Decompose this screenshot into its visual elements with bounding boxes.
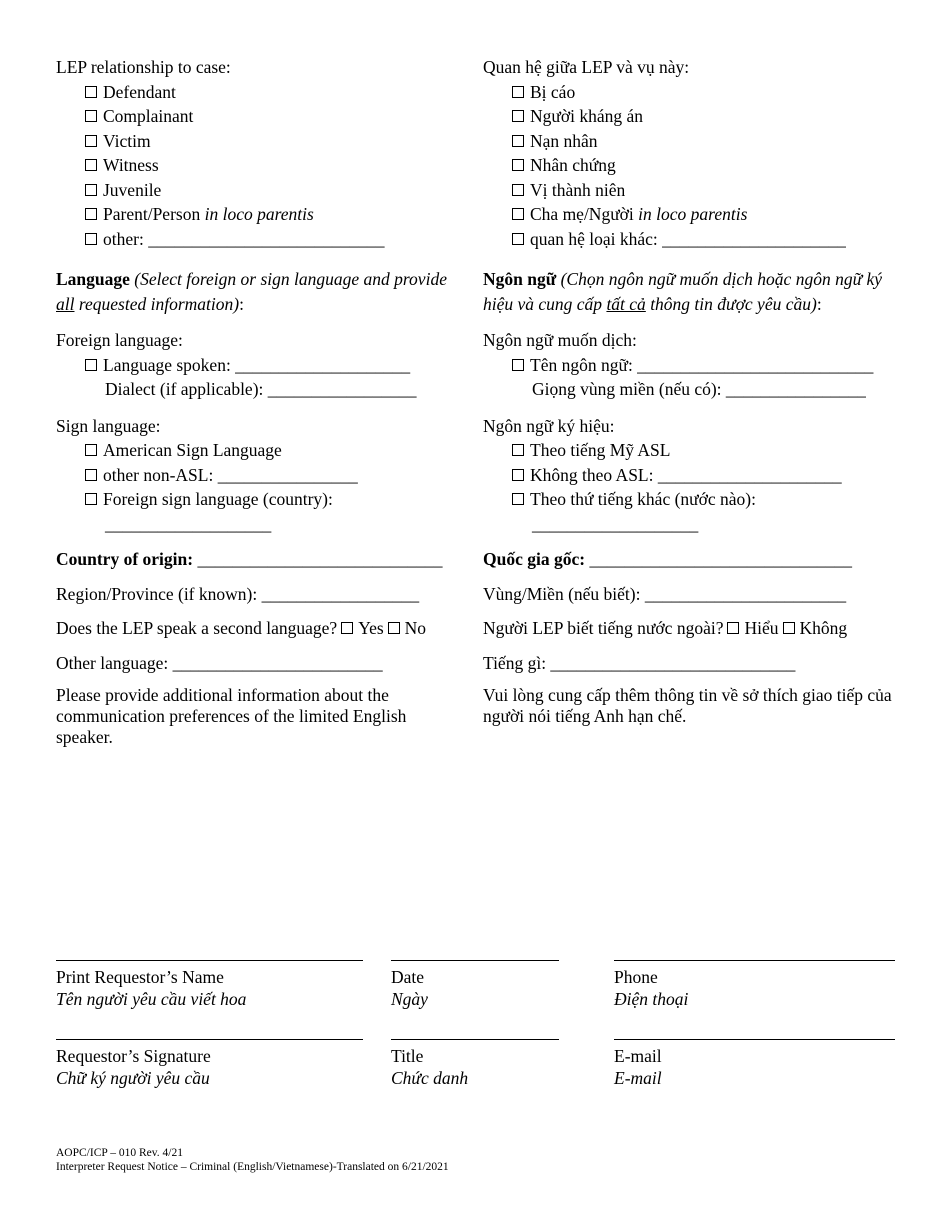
signature-line bbox=[391, 960, 559, 961]
checkbox[interactable] bbox=[85, 444, 97, 456]
date-label-vi: Ngày bbox=[391, 989, 428, 1009]
checkbox[interactable] bbox=[85, 208, 97, 220]
option-victim-vi[interactable]: Nạn nhân bbox=[483, 129, 903, 154]
language-heading: Language (Select foreign or sign language and provide all requested information): bbox=[56, 269, 447, 314]
other-language-field[interactable]: Other language: ________________________ bbox=[56, 652, 383, 673]
email-label-vi: E-mail bbox=[614, 1068, 662, 1088]
language-heading-vi: Ngôn ngữ (Chọn ngôn ngữ muốn dịch hoặc ngôn ngữ ký hiệu và cung cấp tất cả thông tin được yêu cầu): bbox=[483, 269, 883, 314]
signature-line bbox=[56, 1039, 363, 1040]
checkbox-yes[interactable] bbox=[341, 622, 353, 634]
checkbox[interactable] bbox=[85, 469, 97, 481]
option-complainant-vi[interactable]: Người kháng án bbox=[483, 104, 903, 129]
checkbox-no[interactable] bbox=[388, 622, 400, 634]
second-language-question-vi: Người LEP biết tiếng nước ngoài? Hiểu Không bbox=[483, 618, 848, 638]
option-juvenile[interactable]: Juvenile bbox=[56, 178, 461, 203]
checkbox[interactable] bbox=[512, 135, 524, 147]
title-label: Title bbox=[391, 1046, 424, 1066]
option-complainant[interactable]: Complainant bbox=[56, 104, 461, 129]
print-name-label: Print Requestor’s Name bbox=[56, 967, 224, 987]
additional-info-text: Please provide additional information about the communication preferences of the limited English speaker. bbox=[56, 685, 407, 747]
option-juvenile-vi[interactable]: Vị thành niên bbox=[483, 178, 903, 203]
option-non-asl-vi[interactable]: Không theo ASL: _____________________ bbox=[483, 463, 903, 488]
print-name-label-vi: Tên người yêu cầu viết hoa bbox=[56, 989, 247, 1009]
checkbox[interactable] bbox=[85, 110, 97, 122]
vietnamese-column bbox=[483, 55, 903, 727]
checkbox-yes-vi[interactable] bbox=[727, 622, 739, 634]
phone-label: Phone bbox=[614, 967, 658, 987]
additional-info-text-vi: Vui lòng cung cấp thêm thông tin về sở thích giao tiếp của người nói tiếng Anh hạn chế. bbox=[483, 685, 892, 726]
title-label-vi: Chức danh bbox=[391, 1068, 469, 1088]
option-asl-vi[interactable]: Theo tiếng Mỹ ASL bbox=[483, 438, 903, 463]
relationship-heading: LEP relationship to case: bbox=[56, 57, 231, 77]
signature-label-vi: Chữ ký người yêu cầu bbox=[56, 1068, 210, 1088]
date-block[interactable] bbox=[391, 960, 559, 1010]
form-id: AOPC/ICP – 010 Rev. 4/21 bbox=[56, 1147, 183, 1159]
title-block[interactable] bbox=[391, 1039, 559, 1089]
checkbox[interactable] bbox=[512, 184, 524, 196]
foreign-sign-country-field-vi[interactable]: ___________________ bbox=[532, 513, 699, 534]
option-non-asl[interactable]: other non-ASL: ________________ bbox=[56, 463, 461, 488]
option-defendant[interactable]: Defendant bbox=[56, 80, 461, 105]
dialect-field[interactable]: Dialect (if applicable): _________________ bbox=[105, 379, 417, 399]
checkbox[interactable] bbox=[512, 233, 524, 245]
option-defendant-vi[interactable]: Bị cáo bbox=[483, 80, 903, 105]
option-witness[interactable]: Witness bbox=[56, 153, 461, 178]
sign-language-heading: Sign language: bbox=[56, 415, 161, 436]
email-label: E-mail bbox=[614, 1046, 662, 1066]
form-title: Interpreter Request Notice – Criminal (English/Vietnamese)-Translated on 6/21/2021 bbox=[56, 1161, 449, 1173]
country-of-origin-field[interactable]: Country of origin: ____________________________ bbox=[56, 549, 443, 569]
dialect-field-vi[interactable]: Giọng vùng miền (nếu có): ________________ bbox=[532, 379, 866, 399]
region-field-vi[interactable]: Vùng/Miền (nếu biết): _______________________ bbox=[483, 583, 847, 604]
checkbox[interactable] bbox=[85, 86, 97, 98]
signature-line bbox=[391, 1039, 559, 1040]
option-other[interactable]: other: ___________________________ bbox=[56, 227, 461, 252]
checkbox[interactable] bbox=[85, 135, 97, 147]
signature-block[interactable] bbox=[56, 1039, 363, 1089]
signature-line bbox=[614, 1039, 895, 1040]
checkbox[interactable] bbox=[85, 493, 97, 505]
signature-line bbox=[614, 960, 895, 961]
sign-language-heading-vi: Ngôn ngữ ký hiệu: bbox=[483, 415, 615, 436]
language-spoken-field[interactable]: Language spoken: ____________________ bbox=[56, 353, 461, 378]
other-language-field-vi[interactable]: Tiếng gì: ____________________________ bbox=[483, 652, 796, 673]
signature-line bbox=[56, 960, 363, 961]
second-language-question: Does the LEP speak a second language? Yes No bbox=[56, 618, 427, 638]
checkbox[interactable] bbox=[512, 469, 524, 481]
checkbox[interactable] bbox=[85, 184, 97, 196]
signature-label: Requestor’s Signature bbox=[56, 1046, 211, 1066]
option-foreign-sign-vi[interactable]: Theo thứ tiếng khác (nước nào): bbox=[483, 487, 903, 512]
option-parent-vi[interactable]: Cha mẹ/Người in loco parentis bbox=[483, 202, 903, 227]
checkbox[interactable] bbox=[512, 444, 524, 456]
checkbox[interactable] bbox=[512, 159, 524, 171]
checkbox[interactable] bbox=[85, 359, 97, 371]
footer bbox=[56, 1146, 449, 1174]
checkbox[interactable] bbox=[512, 493, 524, 505]
checkbox[interactable] bbox=[85, 233, 97, 245]
checkbox[interactable] bbox=[512, 359, 524, 371]
foreign-sign-country-field[interactable]: ___________________ bbox=[105, 513, 272, 534]
language-spoken-field-vi[interactable]: Tên ngôn ngữ: ___________________________ bbox=[483, 353, 903, 378]
email-block[interactable] bbox=[614, 1039, 895, 1089]
phone-block[interactable] bbox=[614, 960, 895, 1010]
option-victim[interactable]: Victim bbox=[56, 129, 461, 154]
option-witness-vi[interactable]: Nhân chứng bbox=[483, 153, 903, 178]
option-foreign-sign[interactable]: Foreign sign language (country): bbox=[56, 487, 461, 512]
relationship-heading-vi: Quan hệ giữa LEP và vụ này: bbox=[483, 57, 690, 77]
english-column bbox=[56, 55, 461, 748]
foreign-language-heading: Foreign language: bbox=[56, 330, 183, 350]
option-asl[interactable]: American Sign Language bbox=[56, 438, 461, 463]
country-of-origin-field-vi[interactable]: Quốc gia gốc: ______________________________ bbox=[483, 549, 852, 569]
region-field[interactable]: Region/Province (if known): __________________ bbox=[56, 583, 420, 604]
checkbox[interactable] bbox=[85, 159, 97, 171]
checkbox-no-vi[interactable] bbox=[783, 622, 795, 634]
foreign-language-heading-vi: Ngôn ngữ muốn dịch: bbox=[483, 330, 637, 350]
checkbox[interactable] bbox=[512, 86, 524, 98]
print-name-block[interactable] bbox=[56, 960, 363, 1010]
phone-label-vi: Điện thoại bbox=[614, 989, 689, 1009]
checkbox[interactable] bbox=[512, 208, 524, 220]
date-label: Date bbox=[391, 967, 425, 987]
option-other-vi[interactable]: quan hệ loại khác: _____________________ bbox=[483, 227, 903, 252]
checkbox[interactable] bbox=[512, 110, 524, 122]
option-parent[interactable]: Parent/Person in loco parentis bbox=[56, 202, 461, 227]
